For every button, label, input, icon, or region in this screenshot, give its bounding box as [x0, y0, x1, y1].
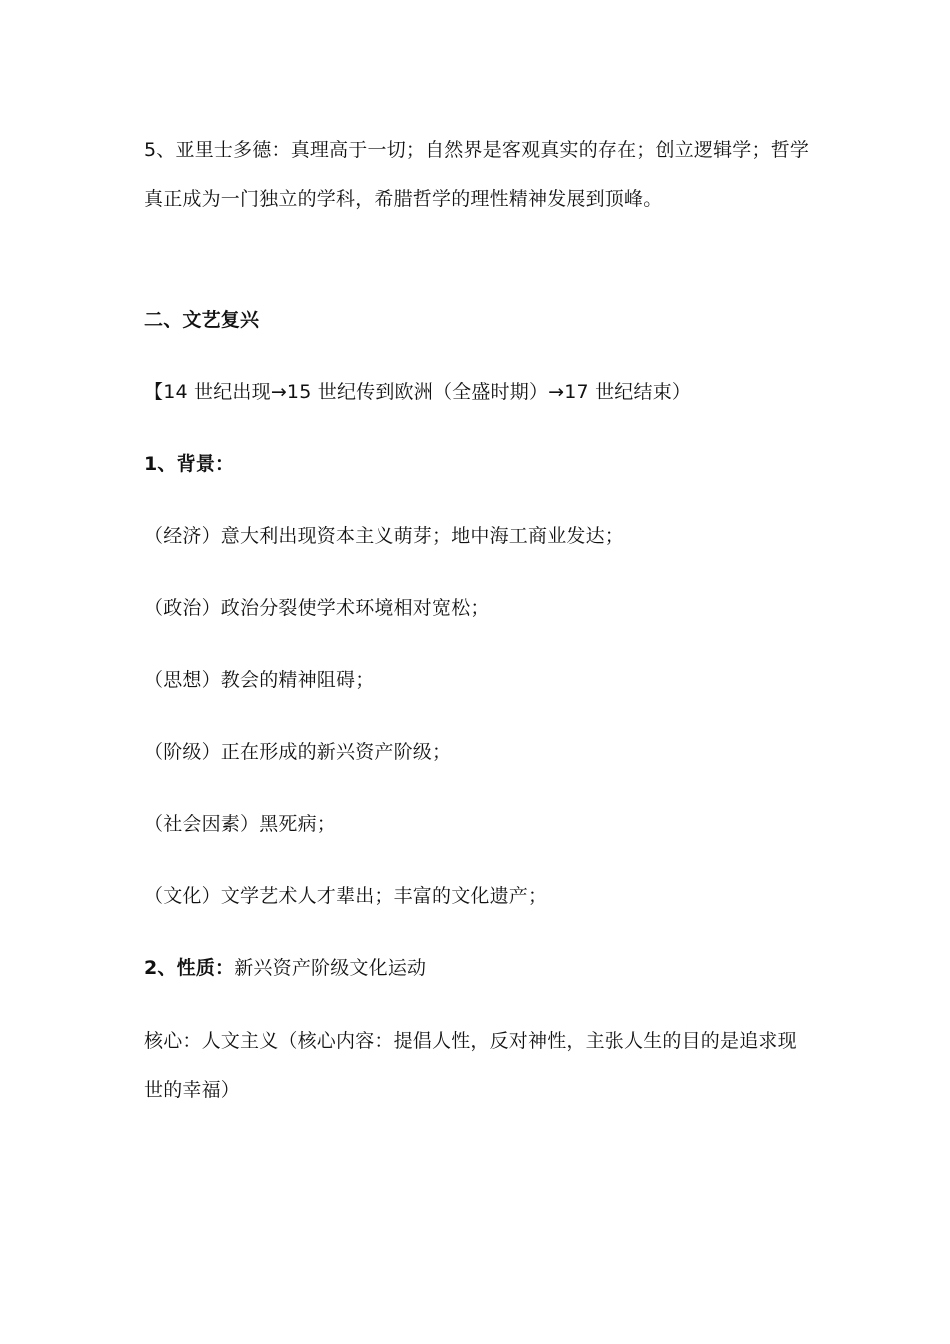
background-item-thought: （思想）教会的精神阻碍； [144, 669, 375, 691]
nature-line [144, 956, 426, 980]
timeline-text: 【14 世纪出现→15 世纪传到欧洲（全盛时期）→17 世纪结束） [144, 381, 692, 403]
background-item-class: （阶级）正在形成的新兴资产阶级； [144, 741, 452, 763]
nature-label: 2、性质： [144, 957, 235, 979]
section-heading: 二、文艺复兴 [144, 309, 260, 331]
background-heading: 1、背景： [144, 453, 235, 475]
core-line2: 世的幸福） [144, 1079, 241, 1101]
background-item-economy: （经济）意大利出现资本主义萌芽；地中海工商业发达； [144, 525, 625, 547]
nature-value: 新兴资产阶级文化运动 [234, 957, 427, 979]
point5-line1: 5、亚里士多德：真理高于一切；自然界是客观真实的存在；创立逻辑学；哲学 [144, 139, 810, 161]
core-line1: 核心：人文主义（核心内容：提倡人性，反对神性，主张人生的目的是追求现 [144, 1030, 797, 1052]
background-item-culture: （文化）文学艺术人才辈出；丰富的文化遗产； [144, 885, 548, 907]
background-item-politics: （政治）政治分裂使学术环境相对宽松； [144, 597, 490, 619]
point5-line2: 真正成为一门独立的学科，希腊哲学的理性精神发展到顶峰。 [144, 188, 663, 210]
background-item-society: （社会因素）黑死病； [144, 813, 337, 835]
